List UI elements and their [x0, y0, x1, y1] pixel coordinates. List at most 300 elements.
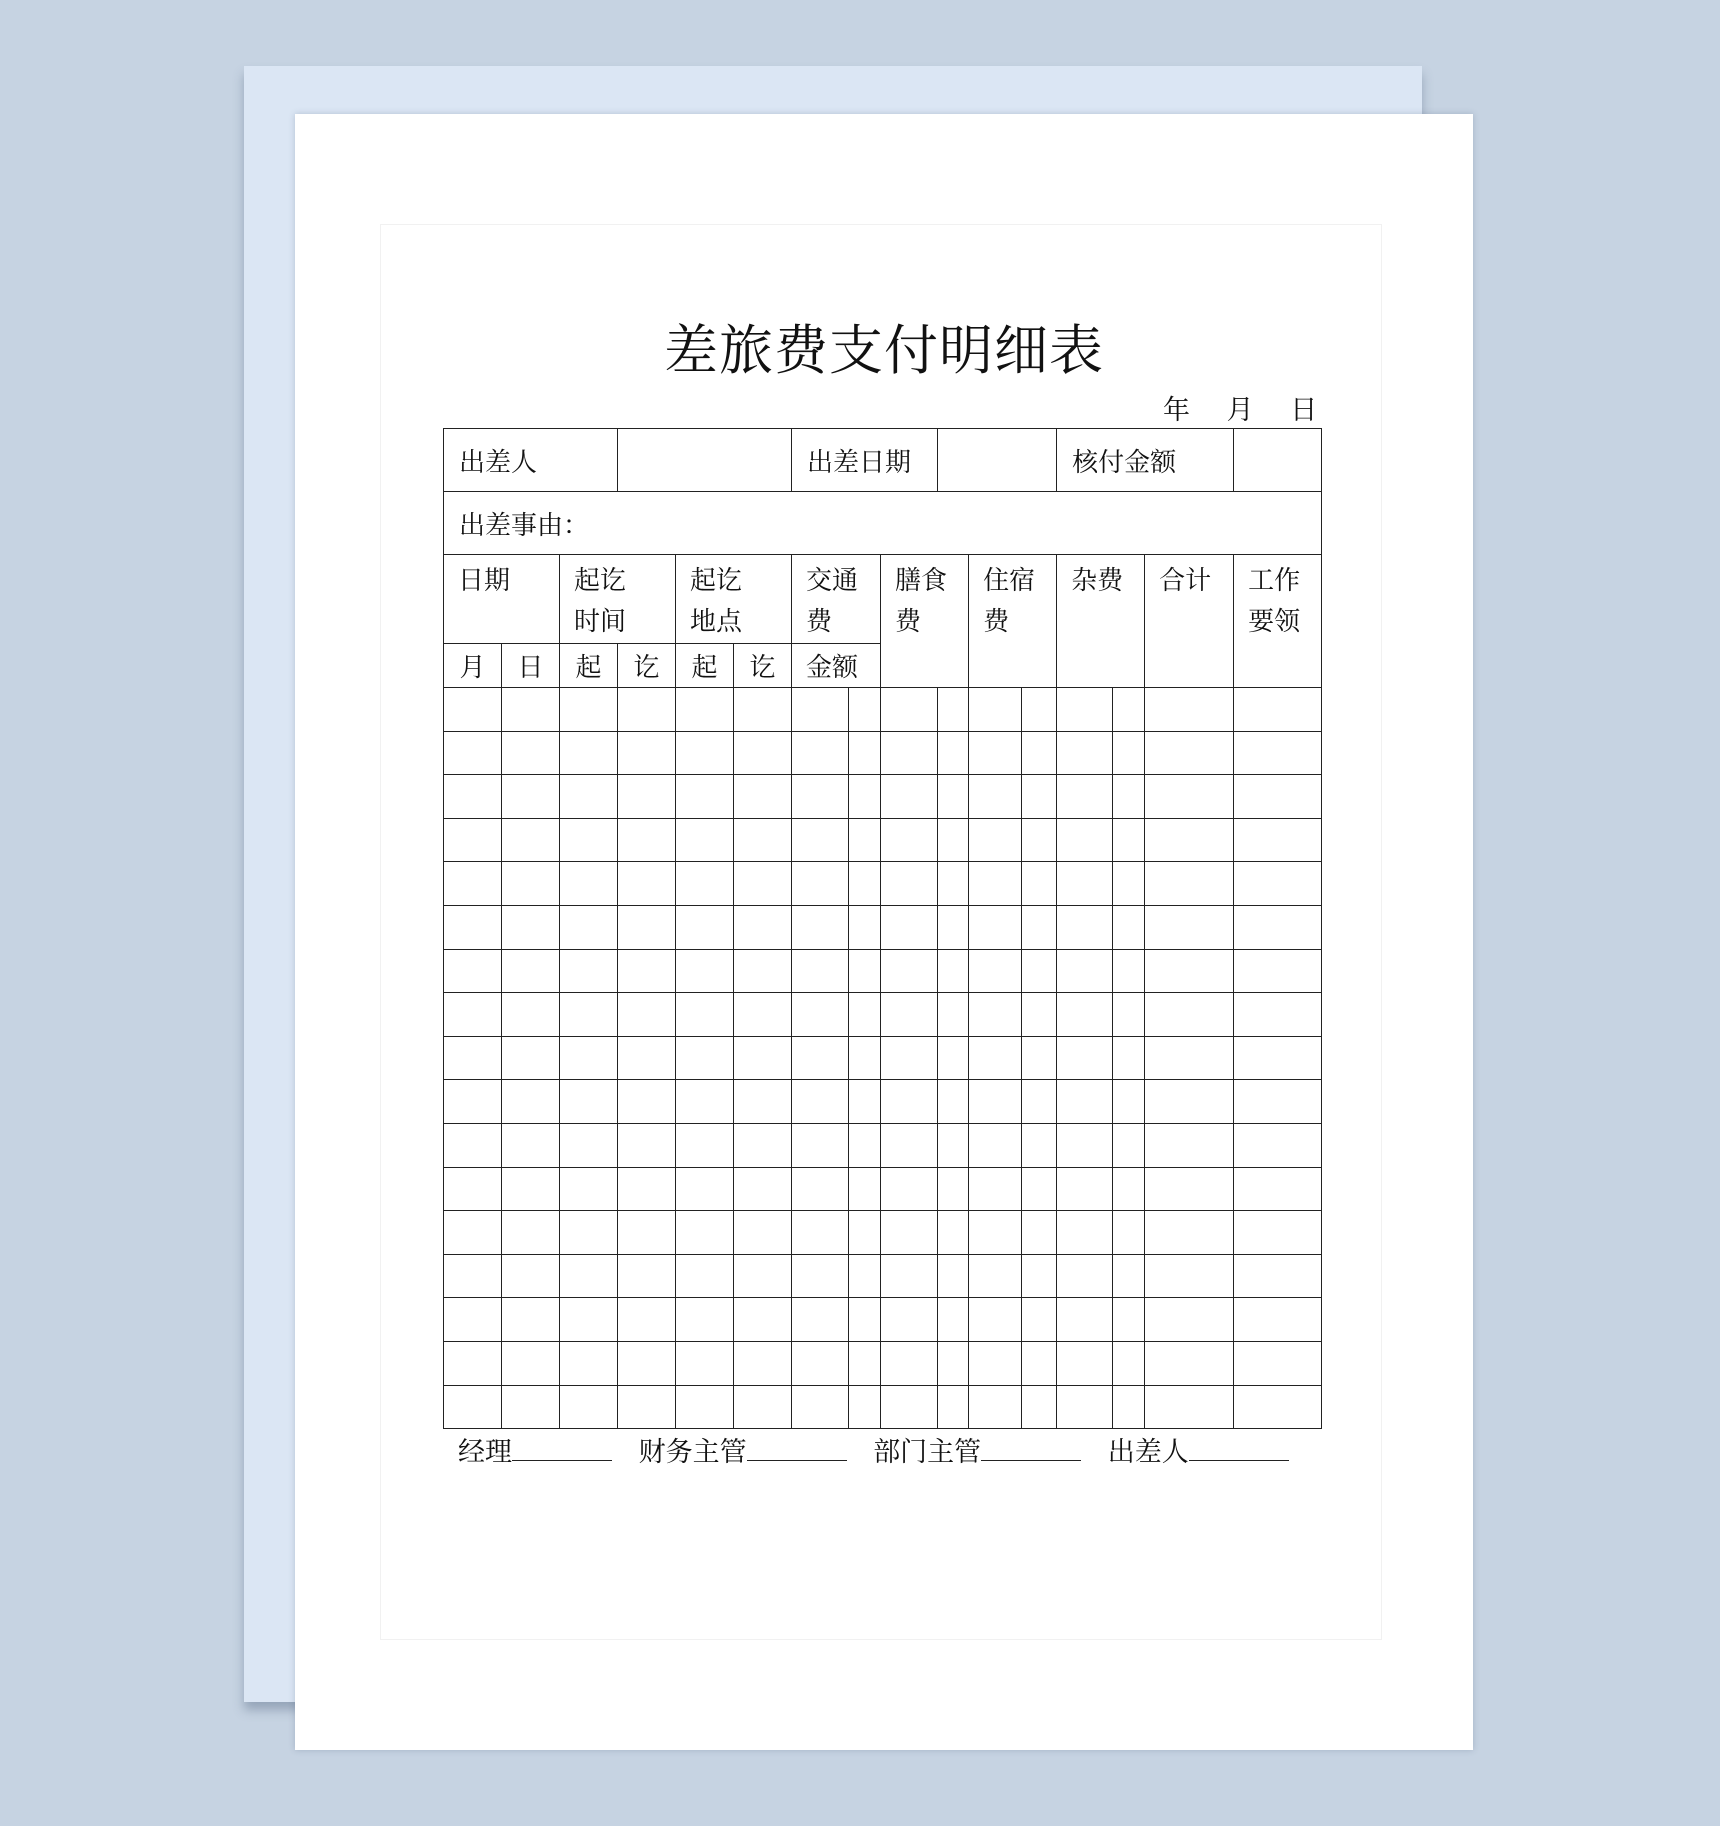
entry-cell[interactable] — [618, 1385, 676, 1429]
entry-cell[interactable] — [560, 775, 618, 819]
entry-cell[interactable] — [734, 818, 792, 862]
entry-cell[interactable] — [938, 949, 969, 993]
entry-cell[interactable] — [1234, 1298, 1322, 1342]
entry-cell[interactable] — [792, 1167, 849, 1211]
entry-cell[interactable] — [676, 818, 734, 862]
header-row — [444, 555, 1322, 644]
entry-cell[interactable] — [969, 1254, 1022, 1298]
entry-cell[interactable] — [881, 731, 938, 775]
entry-cell[interactable] — [938, 1211, 969, 1255]
entry-cell[interactable] — [938, 818, 969, 862]
entry-cell[interactable] — [849, 1167, 881, 1211]
entry-cell[interactable] — [1234, 1080, 1322, 1124]
entry-cell[interactable] — [676, 1080, 734, 1124]
entry-cell[interactable] — [792, 1123, 849, 1167]
entry-cell[interactable] — [618, 1298, 676, 1342]
entry-cell[interactable] — [1057, 905, 1113, 949]
entry-cell[interactable] — [502, 1341, 560, 1385]
entry-cell[interactable] — [560, 688, 618, 732]
entry-cell[interactable] — [938, 993, 969, 1037]
entry-cell[interactable] — [1145, 731, 1234, 775]
entry-cell[interactable] — [792, 1341, 849, 1385]
entry-cell[interactable] — [444, 1036, 502, 1080]
department-supervisor-signature-blank[interactable] — [981, 1432, 1081, 1461]
entry-cell[interactable] — [560, 1080, 618, 1124]
entry-row — [444, 949, 1322, 993]
entry-cell[interactable] — [792, 688, 849, 732]
entry-cell[interactable] — [560, 731, 618, 775]
entry-cell[interactable] — [502, 1123, 560, 1167]
entry-cell[interactable] — [849, 1211, 881, 1255]
entry-cell[interactable] — [1234, 993, 1322, 1037]
entry-cell[interactable] — [849, 1036, 881, 1080]
entry-cell[interactable] — [1234, 775, 1322, 819]
entry-cell[interactable] — [792, 1298, 849, 1342]
entry-cell[interactable] — [676, 688, 734, 732]
entry-cell[interactable] — [1113, 818, 1145, 862]
entry-cell[interactable] — [560, 1036, 618, 1080]
entry-cell[interactable] — [734, 862, 792, 906]
entry-cell[interactable] — [444, 905, 502, 949]
entry-cell[interactable] — [444, 1167, 502, 1211]
entry-cell[interactable] — [969, 731, 1022, 775]
entry-cell[interactable] — [1145, 862, 1234, 906]
entry-cell[interactable] — [502, 818, 560, 862]
entry-cell[interactable] — [849, 949, 881, 993]
entry-cell[interactable] — [792, 949, 849, 993]
entry-cell[interactable] — [502, 731, 560, 775]
entry-cell[interactable] — [1057, 775, 1113, 819]
entry-cell[interactable] — [849, 993, 881, 1037]
entry-cell[interactable] — [444, 688, 502, 732]
entry-cell[interactable] — [502, 862, 560, 906]
entry-cell[interactable] — [938, 688, 969, 732]
entry-cell[interactable] — [1057, 1080, 1113, 1124]
entry-cell[interactable] — [502, 993, 560, 1037]
entry-cell[interactable] — [1022, 818, 1057, 862]
entry-cell[interactable] — [444, 949, 502, 993]
entry-cell[interactable] — [969, 1385, 1022, 1429]
entry-cell[interactable] — [849, 1254, 881, 1298]
date-line — [1163, 388, 1317, 427]
header-work: 工作 要领 — [1234, 555, 1322, 688]
entry-cell[interactable] — [849, 905, 881, 949]
entry-cell[interactable] — [444, 993, 502, 1037]
entry-cell[interactable] — [734, 1036, 792, 1080]
entry-cell[interactable] — [1145, 993, 1234, 1037]
entry-cell[interactable] — [1234, 1036, 1322, 1080]
entry-cell[interactable] — [734, 1167, 792, 1211]
entry-cell[interactable] — [502, 1036, 560, 1080]
entry-cell[interactable] — [502, 1080, 560, 1124]
entry-cell[interactable] — [1057, 1167, 1113, 1211]
entry-cell[interactable] — [734, 731, 792, 775]
entry-cell[interactable] — [560, 1123, 618, 1167]
entry-cell[interactable] — [881, 862, 938, 906]
entry-cell[interactable] — [1057, 1211, 1113, 1255]
entry-cell[interactable] — [734, 1341, 792, 1385]
entry-cell[interactable] — [849, 775, 881, 819]
entry-cell[interactable] — [792, 775, 849, 819]
entry-cell[interactable] — [618, 1167, 676, 1211]
entry-cell[interactable] — [502, 905, 560, 949]
entry-cell[interactable] — [881, 905, 938, 949]
entry-cell[interactable] — [792, 862, 849, 906]
entry-cell[interactable] — [1145, 1254, 1234, 1298]
entry-cell[interactable] — [560, 818, 618, 862]
entry-cell[interactable] — [938, 1385, 969, 1429]
entry-cell[interactable] — [560, 1341, 618, 1385]
entry-cell[interactable] — [969, 1036, 1022, 1080]
entry-cell[interactable] — [1145, 949, 1234, 993]
entry-cell[interactable] — [618, 688, 676, 732]
entry-cell[interactable] — [444, 1341, 502, 1385]
entry-cell[interactable] — [444, 731, 502, 775]
entry-cell[interactable] — [1234, 1211, 1322, 1255]
entry-cell[interactable] — [1022, 949, 1057, 993]
entry-cell[interactable] — [1022, 1211, 1057, 1255]
entry-cell[interactable] — [1022, 1167, 1057, 1211]
entry-cell[interactable] — [734, 993, 792, 1037]
entry-cell[interactable] — [1145, 1167, 1234, 1211]
entry-cell[interactable] — [881, 775, 938, 819]
entry-cell[interactable] — [1145, 905, 1234, 949]
entry-cell[interactable] — [1113, 775, 1145, 819]
entry-cell[interactable] — [734, 1298, 792, 1342]
entry-cell[interactable] — [1234, 862, 1322, 906]
entry-cell[interactable] — [969, 949, 1022, 993]
entry-cell[interactable] — [969, 1341, 1022, 1385]
entry-cell[interactable] — [1145, 1123, 1234, 1167]
entry-cell[interactable] — [618, 1211, 676, 1255]
entry-cell[interactable] — [618, 949, 676, 993]
entry-cell[interactable] — [502, 1298, 560, 1342]
entry-cell[interactable] — [1057, 993, 1113, 1037]
entry-cell[interactable] — [1145, 775, 1234, 819]
entry-cell[interactable] — [618, 775, 676, 819]
entry-cell[interactable] — [444, 1080, 502, 1124]
entry-cell[interactable] — [618, 1080, 676, 1124]
header-time: 起讫 时间 — [560, 555, 676, 644]
entry-cell[interactable] — [881, 949, 938, 993]
entry-cell[interactable] — [1234, 688, 1322, 732]
entry-cell[interactable] — [734, 1254, 792, 1298]
manager-label: 经理 — [458, 1437, 512, 1468]
entry-cell[interactable] — [881, 1167, 938, 1211]
entry-cell[interactable] — [1057, 1036, 1113, 1080]
entry-cell[interactable] — [969, 1123, 1022, 1167]
entry-cell[interactable] — [560, 1254, 618, 1298]
entry-cell[interactable] — [444, 1254, 502, 1298]
entry-cell[interactable] — [734, 905, 792, 949]
entry-cell[interactable] — [560, 993, 618, 1037]
entry-cell[interactable] — [881, 1298, 938, 1342]
entry-cell[interactable] — [792, 1080, 849, 1124]
entry-cell[interactable] — [938, 862, 969, 906]
entry-cell[interactable] — [969, 862, 1022, 906]
entry-cell[interactable] — [734, 949, 792, 993]
entry-cell[interactable] — [1113, 1298, 1145, 1342]
entry-cell[interactable] — [881, 993, 938, 1037]
entry-cell[interactable] — [734, 1123, 792, 1167]
entry-cell[interactable] — [938, 1298, 969, 1342]
entry-cell[interactable] — [1057, 1254, 1113, 1298]
entry-row — [444, 993, 1322, 1037]
entry-cell[interactable] — [1113, 731, 1145, 775]
entry-cell[interactable] — [1022, 731, 1057, 775]
entry-cell[interactable] — [849, 1341, 881, 1385]
entry-cell[interactable] — [1113, 1080, 1145, 1124]
entry-row — [444, 1167, 1322, 1211]
entry-cell[interactable] — [792, 1036, 849, 1080]
subheader-place-end: 讫 — [734, 644, 792, 688]
entry-cell[interactable] — [676, 775, 734, 819]
manager-signature-blank[interactable] — [512, 1432, 612, 1461]
entry-cell[interactable] — [676, 862, 734, 906]
entry-cell[interactable] — [1145, 1298, 1234, 1342]
entry-cell[interactable] — [1022, 1385, 1057, 1429]
entry-cell[interactable] — [502, 775, 560, 819]
entry-cell[interactable] — [969, 1211, 1022, 1255]
entry-cell[interactable] — [792, 731, 849, 775]
entry-cell[interactable] — [1145, 1080, 1234, 1124]
entry-cell[interactable] — [1057, 949, 1113, 993]
entry-cell[interactable] — [560, 1385, 618, 1429]
entry-cell[interactable] — [881, 1123, 938, 1167]
entry-cell[interactable] — [969, 1080, 1022, 1124]
entry-cell[interactable] — [792, 818, 849, 862]
header-meal: 膳食 费 — [881, 555, 969, 688]
entry-cell[interactable] — [1113, 1385, 1145, 1429]
entry-cell[interactable] — [938, 1036, 969, 1080]
entry-cell[interactable] — [1057, 731, 1113, 775]
entry-cell[interactable] — [734, 1211, 792, 1255]
entry-cell[interactable] — [1022, 862, 1057, 906]
entry-cell[interactable] — [502, 1385, 560, 1429]
entry-cell[interactable] — [969, 688, 1022, 732]
entry-cell[interactable] — [618, 862, 676, 906]
entry-cell[interactable] — [1234, 1254, 1322, 1298]
entry-cell[interactable] — [734, 688, 792, 732]
entry-cell[interactable] — [849, 1080, 881, 1124]
approved-amount-field[interactable] — [1234, 429, 1322, 492]
entry-cell[interactable] — [618, 993, 676, 1037]
entry-cell[interactable] — [1022, 1298, 1057, 1342]
entry-cell[interactable] — [849, 818, 881, 862]
entry-cell[interactable] — [676, 1298, 734, 1342]
entry-cell[interactable] — [676, 949, 734, 993]
entry-cell[interactable] — [502, 688, 560, 732]
entry-cell[interactable] — [1113, 1036, 1145, 1080]
entry-cell[interactable] — [676, 905, 734, 949]
entry-cell[interactable] — [1234, 731, 1322, 775]
entry-cell[interactable] — [618, 1341, 676, 1385]
entry-cell[interactable] — [1057, 862, 1113, 906]
entry-cell[interactable] — [1022, 1254, 1057, 1298]
reason-field[interactable]: 出差事由： — [444, 492, 1322, 555]
entry-cell[interactable] — [1234, 1385, 1322, 1429]
entry-cell[interactable] — [618, 731, 676, 775]
entry-cell[interactable] — [1234, 905, 1322, 949]
entry-cell[interactable] — [444, 1385, 502, 1429]
entry-cell[interactable] — [1234, 818, 1322, 862]
entry-cell[interactable] — [1234, 1167, 1322, 1211]
entry-cell[interactable] — [1057, 1385, 1113, 1429]
entry-cell[interactable] — [1022, 1036, 1057, 1080]
entry-cell[interactable] — [881, 1385, 938, 1429]
entry-cell[interactable] — [1113, 1123, 1145, 1167]
entry-cell[interactable] — [734, 775, 792, 819]
entry-cell[interactable] — [938, 775, 969, 819]
entry-cell[interactable] — [1057, 1341, 1113, 1385]
finance-supervisor-signature-blank[interactable] — [747, 1432, 847, 1461]
entry-row — [444, 731, 1322, 775]
entry-cell[interactable] — [1057, 688, 1113, 732]
entry-cell[interactable] — [849, 688, 881, 732]
expense-table — [443, 428, 1322, 1429]
entry-row — [444, 1036, 1322, 1080]
entry-cell[interactable] — [560, 905, 618, 949]
entry-cell[interactable] — [1113, 862, 1145, 906]
entry-cell[interactable] — [1145, 1385, 1234, 1429]
entry-cell[interactable] — [1145, 818, 1234, 862]
entry-cell[interactable] — [1022, 775, 1057, 819]
entry-cell[interactable] — [676, 1167, 734, 1211]
entry-cell[interactable] — [1022, 688, 1057, 732]
entry-cell[interactable] — [1234, 1123, 1322, 1167]
entry-cell[interactable] — [676, 1123, 734, 1167]
info-row — [444, 429, 1322, 492]
entry-cell[interactable] — [1113, 1167, 1145, 1211]
entry-cell[interactable] — [444, 1298, 502, 1342]
entry-cell[interactable] — [849, 1385, 881, 1429]
entry-cell[interactable] — [969, 905, 1022, 949]
entry-cell[interactable] — [1145, 688, 1234, 732]
traveler-signature-blank[interactable] — [1189, 1432, 1289, 1461]
entry-cell[interactable] — [1145, 1036, 1234, 1080]
entry-cell[interactable] — [881, 1254, 938, 1298]
entry-cell[interactable] — [560, 862, 618, 906]
signature-line — [458, 1430, 1307, 1469]
entry-cell[interactable] — [1145, 1211, 1234, 1255]
entry-cell[interactable] — [618, 818, 676, 862]
entry-cell[interactable] — [502, 1211, 560, 1255]
entry-cell[interactable] — [849, 731, 881, 775]
entry-cell[interactable] — [969, 775, 1022, 819]
trip-date-field[interactable] — [938, 429, 1057, 492]
entry-cell[interactable] — [969, 818, 1022, 862]
entry-cell[interactable] — [938, 1341, 969, 1385]
entry-cell[interactable] — [502, 949, 560, 993]
entry-cell[interactable] — [444, 1123, 502, 1167]
entry-cell[interactable] — [969, 993, 1022, 1037]
entry-cell[interactable] — [881, 1341, 938, 1385]
entry-cell[interactable] — [938, 1254, 969, 1298]
entry-cell[interactable] — [938, 1123, 969, 1167]
entry-cell[interactable] — [560, 1298, 618, 1342]
entry-cell[interactable] — [792, 905, 849, 949]
entry-cell[interactable] — [444, 775, 502, 819]
entry-cell[interactable] — [618, 1036, 676, 1080]
entry-cell[interactable] — [1113, 1254, 1145, 1298]
entry-cell[interactable] — [618, 1254, 676, 1298]
entry-cell[interactable] — [676, 1341, 734, 1385]
entry-cell[interactable] — [1022, 1080, 1057, 1124]
entry-cell[interactable] — [676, 1385, 734, 1429]
entry-cell[interactable] — [1113, 949, 1145, 993]
entry-cell[interactable] — [938, 1080, 969, 1124]
entry-cell[interactable] — [938, 905, 969, 949]
entry-cell[interactable] — [560, 949, 618, 993]
entry-cell[interactable] — [969, 1167, 1022, 1211]
entry-cell[interactable] — [849, 1123, 881, 1167]
traveler-field[interactable] — [618, 429, 792, 492]
subheader-time-end: 讫 — [618, 644, 676, 688]
entry-cell[interactable] — [734, 1080, 792, 1124]
subheader-amount: 金额 — [792, 644, 881, 688]
entry-cell[interactable] — [1022, 1341, 1057, 1385]
entry-cell[interactable] — [1057, 1298, 1113, 1342]
entry-cell[interactable] — [938, 731, 969, 775]
entry-cell[interactable] — [676, 731, 734, 775]
entry-cell[interactable] — [676, 993, 734, 1037]
entry-cell[interactable] — [1234, 1341, 1322, 1385]
entry-cell[interactable] — [502, 1167, 560, 1211]
entry-cell[interactable] — [444, 862, 502, 906]
entry-cell[interactable] — [792, 1385, 849, 1429]
entry-cell[interactable] — [502, 1254, 560, 1298]
entry-cell[interactable] — [792, 993, 849, 1037]
entry-cell[interactable] — [444, 1211, 502, 1255]
entry-cell[interactable] — [1113, 1211, 1145, 1255]
entry-cell[interactable] — [792, 1254, 849, 1298]
entry-cell[interactable] — [849, 862, 881, 906]
entry-cell[interactable] — [1022, 905, 1057, 949]
entry-cell[interactable] — [881, 1036, 938, 1080]
entry-cell[interactable] — [1022, 993, 1057, 1037]
entry-cell[interactable] — [618, 1123, 676, 1167]
entry-cell[interactable] — [1113, 1341, 1145, 1385]
header-place: 起讫 地点 — [676, 555, 792, 644]
entry-cell[interactable] — [1057, 1123, 1113, 1167]
entry-cell[interactable] — [618, 905, 676, 949]
entry-cell[interactable] — [1057, 818, 1113, 862]
entry-cell[interactable] — [676, 1211, 734, 1255]
entry-row — [444, 1385, 1322, 1429]
entry-cell[interactable] — [560, 1167, 618, 1211]
entry-cell[interactable] — [676, 1036, 734, 1080]
entry-cell[interactable] — [444, 818, 502, 862]
entry-cell[interactable] — [881, 688, 938, 732]
entry-row — [444, 1080, 1322, 1124]
entry-cell[interactable] — [881, 1211, 938, 1255]
entry-cell[interactable] — [881, 1080, 938, 1124]
entry-cell[interactable] — [969, 1298, 1022, 1342]
entry-cell[interactable] — [881, 818, 938, 862]
entry-cell[interactable] — [676, 1254, 734, 1298]
entry-cell[interactable] — [1022, 1123, 1057, 1167]
entry-cell[interactable] — [938, 1167, 969, 1211]
entry-cell[interactable] — [1113, 688, 1145, 732]
entry-cell[interactable] — [1113, 993, 1145, 1037]
entry-cell[interactable] — [560, 1211, 618, 1255]
entry-cell[interactable] — [1234, 949, 1322, 993]
entry-cell[interactable] — [849, 1298, 881, 1342]
entry-cell[interactable] — [792, 1211, 849, 1255]
entry-cell[interactable] — [1145, 1341, 1234, 1385]
entry-cell[interactable] — [1113, 905, 1145, 949]
entry-cell[interactable] — [734, 1385, 792, 1429]
